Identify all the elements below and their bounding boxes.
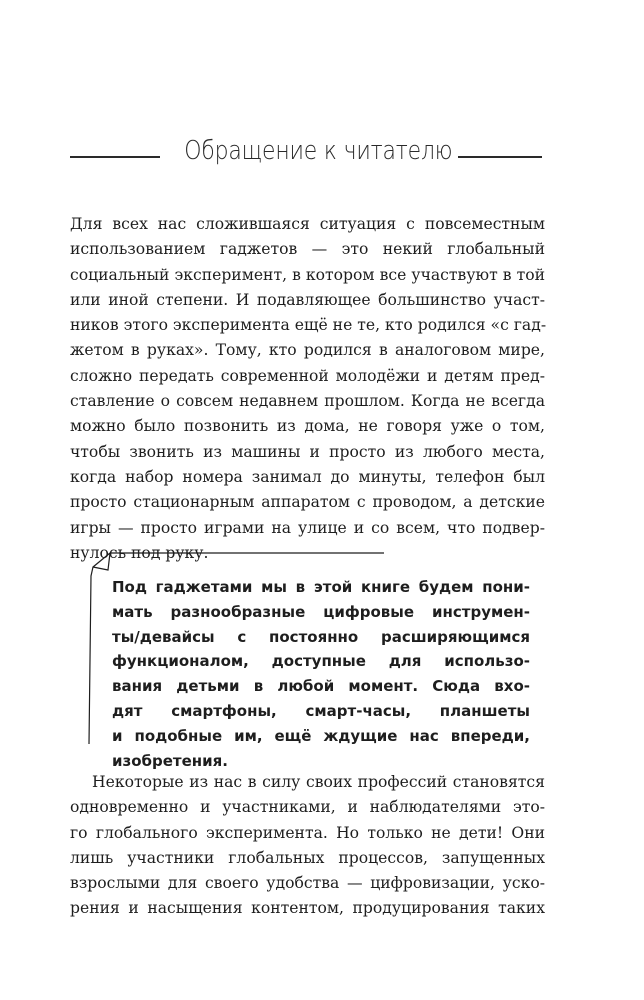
paragraph-line: когда набор номера занимал до минуты, телефон был	[70, 467, 545, 486]
paragraph-line: жетом в руках». Тому, кто родился в аналоговом мире,	[70, 341, 545, 360]
paragraph-line: ставление о совсем недавнем прошлом. Когда не всегда	[70, 392, 545, 411]
paragraph-line: можно было позвонить из дома, не говоря уже о том,	[70, 417, 545, 436]
paragraph-line: Для всех нас сложившаяся ситуация с повсеместным	[70, 215, 545, 233]
paragraph-1	[70, 212, 545, 566]
callout-line: вания детьми в любой момент. Сюда вхо-	[112, 677, 530, 696]
paragraph-line: сложно передать современной молодёжи и детям пред-	[70, 366, 545, 385]
paragraph-line: социальный эксперимент, в котором все участвуют в той	[70, 265, 545, 284]
paragraph-2	[70, 770, 545, 922]
paragraph-line: рения и насыщения контентом, продуцирования таких	[70, 899, 545, 918]
heading-rule-right	[458, 156, 542, 158]
callout-line: Под гаджетами мы в этой книге будем пони-	[112, 578, 530, 596]
paragraph-line: взрослыми для своего удобства — цифровизации, уско-	[70, 874, 545, 893]
paragraph-line: го глобального эксперимента. Но только не дети! Они	[70, 823, 545, 842]
paragraph-line: использованием гаджетов — это некий глобальный	[70, 240, 545, 259]
callout-line: дят смартфоны, смарт-часы, планшеты	[112, 701, 530, 720]
heading-rule-left	[70, 156, 160, 158]
callout-text	[112, 575, 530, 773]
callout-line: и подобные им, ещё ждущие нас впереди,	[112, 726, 530, 745]
callout-line: мать разнообразные цифровые инструмен-	[112, 602, 530, 621]
paragraph-line: или иной степени. И подавляющее большинство участ-	[70, 290, 545, 309]
paragraph-line: просто стационарным аппаратом с проводом, а детские	[70, 493, 545, 512]
paragraph-line: нулось под руку.	[70, 543, 209, 562]
callout-line: функционалом, доступные для использо-	[112, 652, 530, 671]
paragraph-line: ников этого эксперимента ещё не те, кто родился «с гад-	[70, 316, 547, 335]
callout-line: ты/девайсы с постоянно расширяющимся	[112, 627, 530, 646]
paragraph-line: Некоторые из нас в силу своих профессий становятся	[92, 773, 545, 791]
paragraph-line: лишь участники глобальных процессов, запущенных	[70, 848, 545, 867]
paragraph-line: чтобы звонить из машины и просто из любого места,	[70, 442, 545, 461]
callout-line: изобретения.	[112, 751, 228, 770]
paragraph-line: одновременно и участниками, и наблюдателями это-	[70, 798, 545, 817]
chapter-heading	[70, 136, 544, 176]
chapter-title: Обращение к читателю	[184, 136, 453, 166]
paragraph-line: игры — просто играми на улице и со всем, что подвер-	[70, 518, 545, 537]
